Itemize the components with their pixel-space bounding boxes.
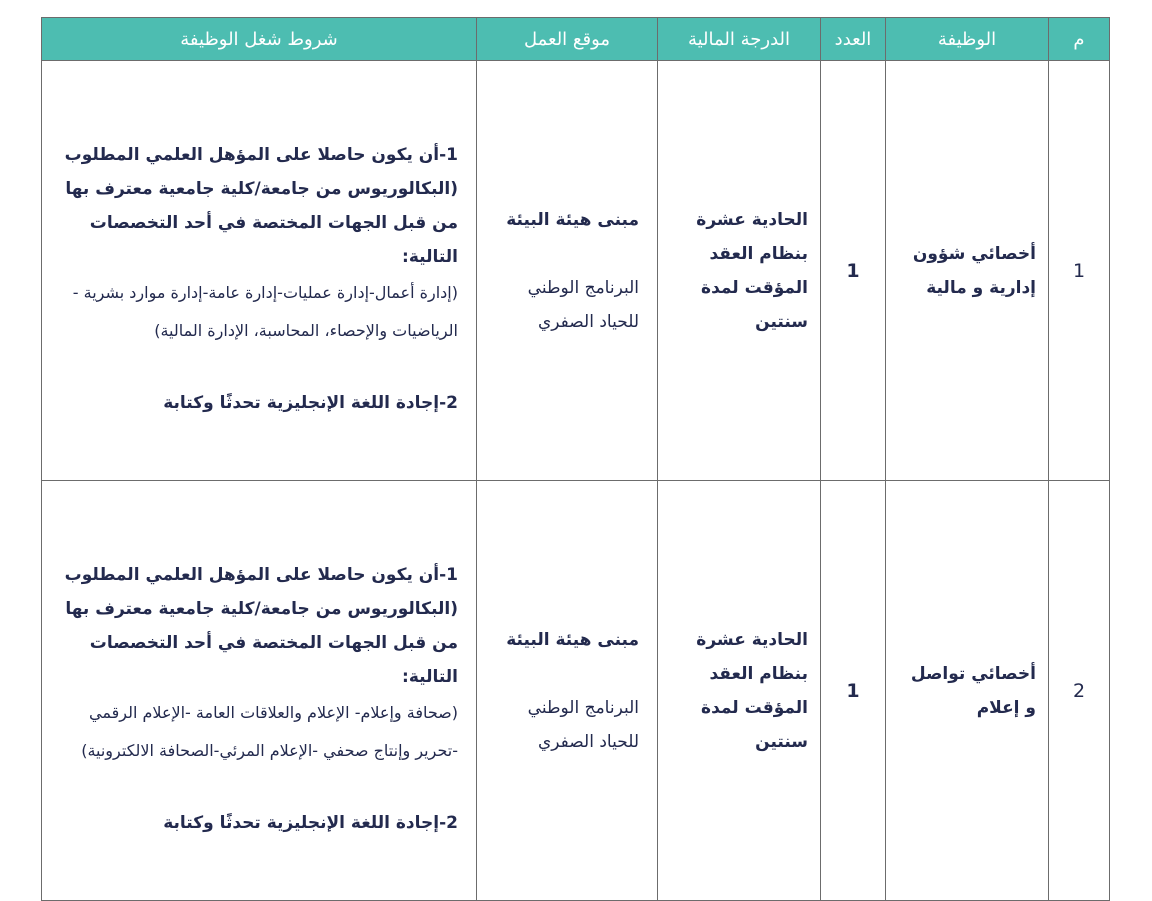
condition-qualification: 1-أن يكون حاصلا على المؤهل العلمي المطلوب (البكالوريوس من جامعة/كلية جامعية معترف بها من قبل الجهات المختصة في أحد التخصصات التالية:	[64, 564, 458, 687]
condition-english: 2-إجادة اللغة الإنجليزية تحدثًا وكتابة	[163, 392, 458, 413]
header-title: الوظيفة	[886, 18, 1049, 61]
job-conditions	[42, 481, 477, 901]
row-number: 1	[1049, 61, 1110, 481]
job-conditions	[42, 61, 477, 481]
job-count: 1	[821, 481, 886, 901]
job-count: 1	[821, 61, 886, 481]
header-conditions: شروط شغل الوظيفة	[42, 18, 477, 61]
table-header-row	[42, 18, 1110, 61]
job-location	[477, 481, 658, 901]
table-row	[42, 61, 1110, 481]
condition-qualification: 1-أن يكون حاصلا على المؤهل العلمي المطلوب (البكالوريوس من جامعة/كلية جامعية معترف بها من قبل الجهات المختصة في أحد التخصصات التالية:	[64, 144, 458, 267]
job-location	[477, 61, 658, 481]
job-grade: الحادية عشرة بنظام العقد المؤقت لمدة سنتين	[658, 61, 821, 481]
job-title: أخصائي تواصل و إعلام	[886, 481, 1049, 901]
location-main: مبنى هيئة البيئة	[506, 629, 639, 650]
table-row	[42, 481, 1110, 901]
header-location: موقع العمل	[477, 18, 658, 61]
location-sub: البرنامج الوطني للحياد الصفري	[527, 697, 639, 752]
condition-english: 2-إجادة اللغة الإنجليزية تحدثًا وكتابة	[163, 812, 458, 833]
header-count: العدد	[821, 18, 886, 61]
condition-specializations: (إدارة أعمال-إدارة عمليات-إدارة عامة-إدارة موارد بشرية - الرياضيات والإحصاء، المحاسبة، الإدارة المالية)	[72, 282, 458, 340]
row-number: 2	[1049, 481, 1110, 901]
job-title: أخصائي شؤون إدارية و مالية	[886, 61, 1049, 481]
condition-specializations: (صحافة وإعلام- الإعلام والعلاقات العامة -الإعلام الرقمي -تحرير وإنتاج صحفي -الإعلام المرئي-الصحافة الالكترونية)	[81, 702, 458, 760]
location-main: مبنى هيئة البيئة	[506, 209, 639, 230]
location-sub: البرنامج الوطني للحياد الصفري	[527, 277, 639, 332]
job-grade: الحادية عشرة بنظام العقد المؤقت لمدة سنتين	[658, 481, 821, 901]
header-grade: الدرجة المالية	[658, 18, 821, 61]
jobs-table	[41, 17, 1110, 901]
header-num: م	[1049, 18, 1110, 61]
